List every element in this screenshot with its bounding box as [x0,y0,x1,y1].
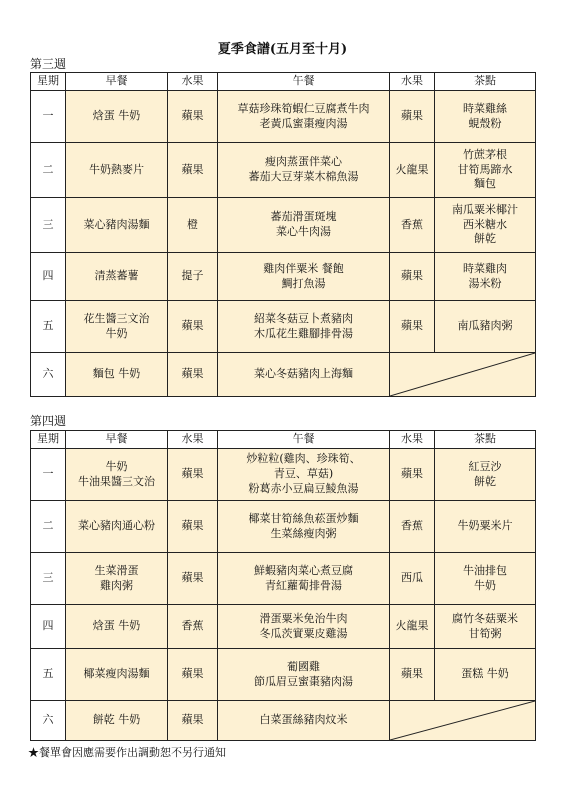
header-fruit: 水果 [168,431,218,449]
fruit-cell: 提子 [168,253,218,301]
lunch-cell: 滑蛋粟米免治牛肉 冬瓜茨實粟皮雞湯 [218,605,390,649]
header-breakfast: 早餐 [66,73,168,91]
fruit-cell: 蘋果 [168,553,218,605]
snack-cell: 竹蔗茅根 甘筍馬蹄水 麵包 [435,143,536,198]
day-cell: 四 [31,605,66,649]
fruit-cell: 蘋果 [168,649,218,701]
table-row [31,449,536,501]
header-breakfast: 早餐 [66,431,168,449]
breakfast-cell: 麵包 牛奶 [66,353,168,397]
footnote: ★餐單會因應需要作出調動恕不另行通知 [28,746,226,759]
snack-cell: 南瓜粟米椰汁 西米糖水 餅乾 [435,198,536,253]
header-lunch: 午餐 [218,73,390,91]
day-cell: 三 [31,553,66,605]
fruit-cell: 橙 [168,198,218,253]
snack-cell: 紅豆沙 餅乾 [435,449,536,501]
day-cell: 一 [31,449,66,501]
day-cell: 六 [31,353,66,397]
week-label-4: 第四週 [30,414,67,428]
table-row [31,301,536,353]
snack-cell: 牛奶粟米片 [435,501,536,553]
breakfast-cell: 菜心豬肉湯麵 [66,198,168,253]
lunch-cell: 菜心冬菇豬肉上海麵 [218,353,390,397]
table-row [31,553,536,605]
lunch-cell: 蕃茄滑蛋斑塊 菜心牛肉湯 [218,198,390,253]
breakfast-cell: 焓蛋 牛奶 [66,605,168,649]
diagonal-line [390,701,535,740]
header-day: 星期 [31,431,66,449]
table-row [31,701,536,741]
fruit-cell: 香蕉 [390,501,435,553]
fruit-cell: 蘋果 [168,501,218,553]
table-row [31,91,536,143]
breakfast-cell: 花生醬三文治 牛奶 [66,301,168,353]
lunch-cell: 紹菜冬菇豆卜煮豬肉 木瓜花生雞腳排骨湯 [218,301,390,353]
table-row [31,353,536,397]
snack-cell: 牛油排包 牛奶 [435,553,536,605]
day-cell: 五 [31,301,66,353]
empty-cell [390,353,536,397]
header-lunch: 午餐 [218,431,390,449]
lunch-cell: 炒粒粒(雞肉、珍珠筍、 青豆、草菇) 粉葛赤小豆扁豆鯪魚湯 [218,449,390,501]
snack-cell: 蛋糕 牛奶 [435,649,536,701]
snack-cell: 腐竹冬菇粟米 甘筍粥 [435,605,536,649]
day-cell: 二 [31,143,66,198]
snack-cell: 時菜雞絲 蜆殼粉 [435,91,536,143]
breakfast-cell: 餅乾 牛奶 [66,701,168,741]
day-cell: 三 [31,198,66,253]
snack-cell: 時菜雞肉 湯米粉 [435,253,536,301]
day-cell: 四 [31,253,66,301]
header-snack: 茶點 [435,73,536,91]
lunch-cell: 葡國雞 節瓜眉豆蜜棗豬肉湯 [218,649,390,701]
breakfast-cell: 牛奶 牛油果醬三文治 [66,449,168,501]
breakfast-cell: 生菜滑蛋 雞肉粥 [66,553,168,605]
breakfast-cell: 牛奶熱麥片 [66,143,168,198]
lunch-cell: 瘦肉蒸蛋伴菜心 蕃茄大豆芽菜木棉魚湯 [218,143,390,198]
table-row [31,198,536,253]
table-row [31,143,536,198]
breakfast-cell: 清蒸蕃薯 [66,253,168,301]
menu-table-week-4 [30,430,536,741]
header-fruit: 水果 [390,73,435,91]
header-fruit: 水果 [168,73,218,91]
fruit-cell: 蘋果 [390,253,435,301]
week-label-3: 第三週 [30,57,67,71]
day-cell: 一 [31,91,66,143]
table-row [31,253,536,301]
breakfast-cell: 菜心豬肉通心粉 [66,501,168,553]
fruit-cell: 蘋果 [168,91,218,143]
table-header-row [31,431,536,449]
table-row [31,649,536,701]
header-fruit: 水果 [390,431,435,449]
lunch-cell: 草菇珍珠筍蝦仁豆腐煮牛肉 老黃瓜蜜棗瘦肉湯 [218,91,390,143]
day-cell: 五 [31,649,66,701]
lunch-cell: 白菜蛋絲豬肉炆米 [218,701,390,741]
fruit-cell: 蘋果 [168,449,218,501]
fruit-cell: 蘋果 [168,143,218,198]
lunch-cell: 雞肉伴粟米 餐飽 鯛打魚湯 [218,253,390,301]
lunch-cell: 鮮蝦豬肉菜心煮豆腐 青紅蘿蔔排骨湯 [218,553,390,605]
empty-cell [390,701,536,741]
table-row [31,605,536,649]
fruit-cell: 火龍果 [390,143,435,198]
fruit-cell: 蘋果 [168,353,218,397]
breakfast-cell: 焓蛋 牛奶 [66,91,168,143]
fruit-cell: 蘋果 [390,301,435,353]
breakfast-cell: 椰菜瘦肉湯麵 [66,649,168,701]
fruit-cell: 火龍果 [390,605,435,649]
header-snack: 茶點 [435,431,536,449]
table-row [31,501,536,553]
fruit-cell: 蘋果 [168,701,218,741]
fruit-cell: 香蕉 [390,198,435,253]
fruit-cell: 香蕉 [168,605,218,649]
lunch-cell: 椰菜甘筍絲魚菘蛋炒麵 生菜絲瘦肉粥 [218,501,390,553]
fruit-cell: 西瓜 [390,553,435,605]
day-cell: 二 [31,501,66,553]
diagonal-line [390,353,535,396]
page-title: 夏季食譜(五月至十月) [217,42,348,57]
fruit-cell: 蘋果 [390,91,435,143]
fruit-cell: 蘋果 [390,649,435,701]
fruit-cell: 蘋果 [390,449,435,501]
header-day: 星期 [31,73,66,91]
menu-table-week-3 [30,72,536,397]
fruit-cell: 蘋果 [168,301,218,353]
table-header-row [31,73,536,91]
snack-cell: 南瓜豬肉粥 [435,301,536,353]
day-cell: 六 [31,701,66,741]
